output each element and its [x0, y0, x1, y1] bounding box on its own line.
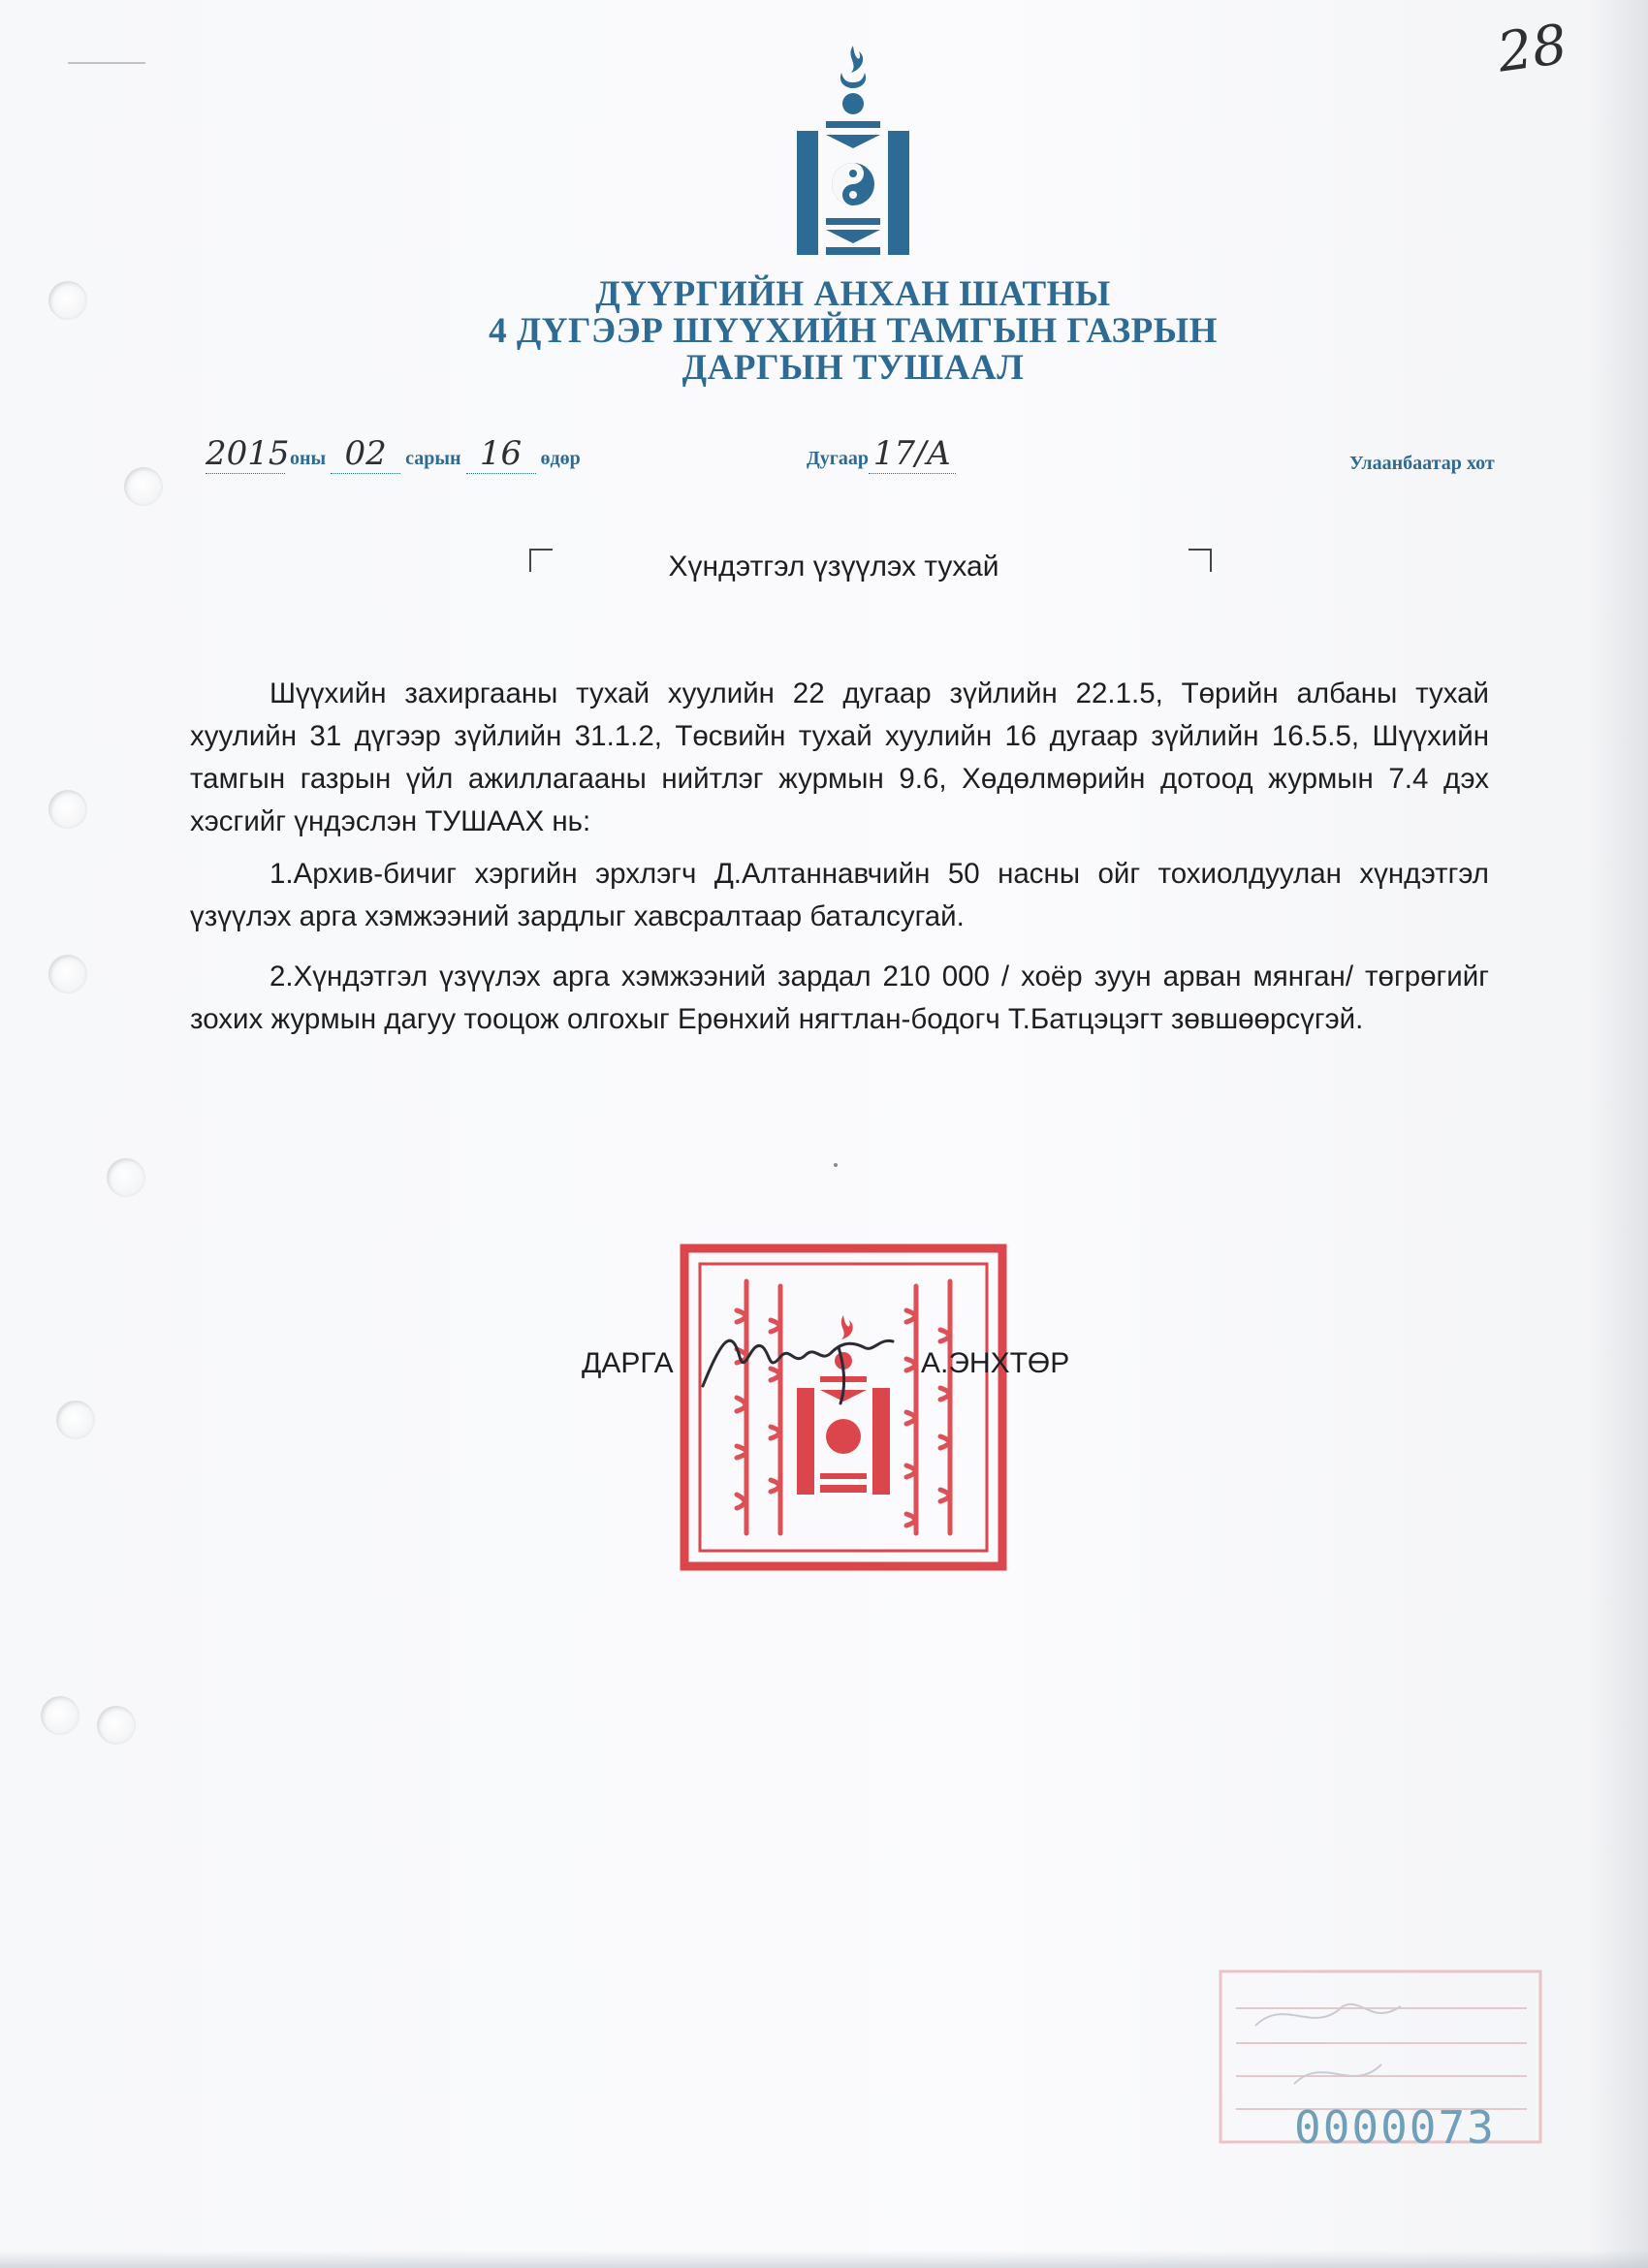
- item-2-text: 2.Хүндэтгэл үзүүлэх арга хэмжээний зардал 210 000 / хоёр зуун арван мянган/ төгрөгийг зохих журмын дагуу тооцож олгохыг Ерөнхий нягтлан-бодогч Т.Батцэцэгт зөвшөөрсүгэй.: [190, 961, 1489, 1035]
- subject-bracket-right: [1188, 549, 1212, 572]
- punch-hole: [124, 467, 163, 506]
- soyombo-emblem-icon: [795, 44, 911, 257]
- punch-hole: [56, 1401, 95, 1439]
- item-1-text: 1.Архив-бичиг хэргийн эрхлэгч Д.Алтаннавчийн 50 насны ойг тохиолдуулан хүндэтгэл үзүүлэх арга хэмжээний зардлыг хавсралтаар баталсугай.: [190, 858, 1489, 932]
- date-year: 2015: [206, 434, 290, 473]
- subject-bracket-left: [529, 549, 553, 572]
- subject-title: Хүндэтгэл үзүүлэх тухай: [668, 551, 999, 583]
- preamble-text: Шүүхийн захиргааны тухай хуулийн 22 дугаар зүйлийн 22.1.5, Төрийн албаны тухай хуулийн 31 дүгээр зүйлийн 31.1.2, Төсвийн тухай хуулийн 16 дугаар зүйлийн 16.5.5, Шүүхийн тамгын газрын үйл ажиллагааны нийтлэг журмын 9.6, Хөдөлмөрийн дотоод журмын 7.4 дэх хэсгийг үндэслэн ТУШААХ нь:: [190, 677, 1489, 837]
- punch-hole: [48, 281, 87, 320]
- official-seal: [679, 1243, 1008, 1572]
- scan-speck: [834, 1163, 838, 1167]
- page-edge-shadow: [1590, 0, 1648, 2268]
- folio-number: 28: [1493, 13, 1571, 85]
- header-line-3: ДАРГЫН ТУШААЛ: [681, 348, 1025, 388]
- punch-hole: [97, 1706, 136, 1745]
- archive-stamp-number: 0000073: [1294, 2101, 1496, 2154]
- city: Улаанбаатар хот: [1349, 453, 1495, 474]
- date-line: [206, 434, 581, 474]
- punch-hole: [107, 1158, 145, 1197]
- punch-hole: [48, 955, 87, 993]
- signatory-name: А.ЭНХТӨР: [921, 1347, 1070, 1379]
- punch-hole: [41, 1696, 79, 1735]
- signatory-title: ДАРГА: [582, 1347, 674, 1379]
- body-preamble: [190, 673, 1489, 843]
- date-day-suffix: өдөр: [540, 448, 581, 469]
- date-month-suffix: сарын: [405, 448, 461, 469]
- body-item-1: [190, 853, 1489, 938]
- date-month: 02: [344, 434, 387, 473]
- order-number-label: Дугаар: [807, 448, 869, 469]
- header-line-2: 4 ДҮГЭЭР ШҮҮХИЙН ТАМГЫН ГАЗРЫН: [489, 311, 1218, 351]
- body-item-2: [190, 956, 1489, 1041]
- scan-speck: [68, 62, 145, 64]
- handwritten-signature: [693, 1318, 906, 1405]
- date-day: 16: [479, 434, 523, 473]
- page-bottom-shadow: [0, 2251, 1648, 2268]
- punch-hole: [48, 790, 87, 829]
- order-number-line: [807, 434, 956, 474]
- order-number: 17/А: [872, 434, 952, 473]
- header-line-1: ДҮҮРГИЙН АНХАН ШАТНЫ: [595, 274, 1111, 314]
- date-year-suffix: оны: [290, 448, 327, 469]
